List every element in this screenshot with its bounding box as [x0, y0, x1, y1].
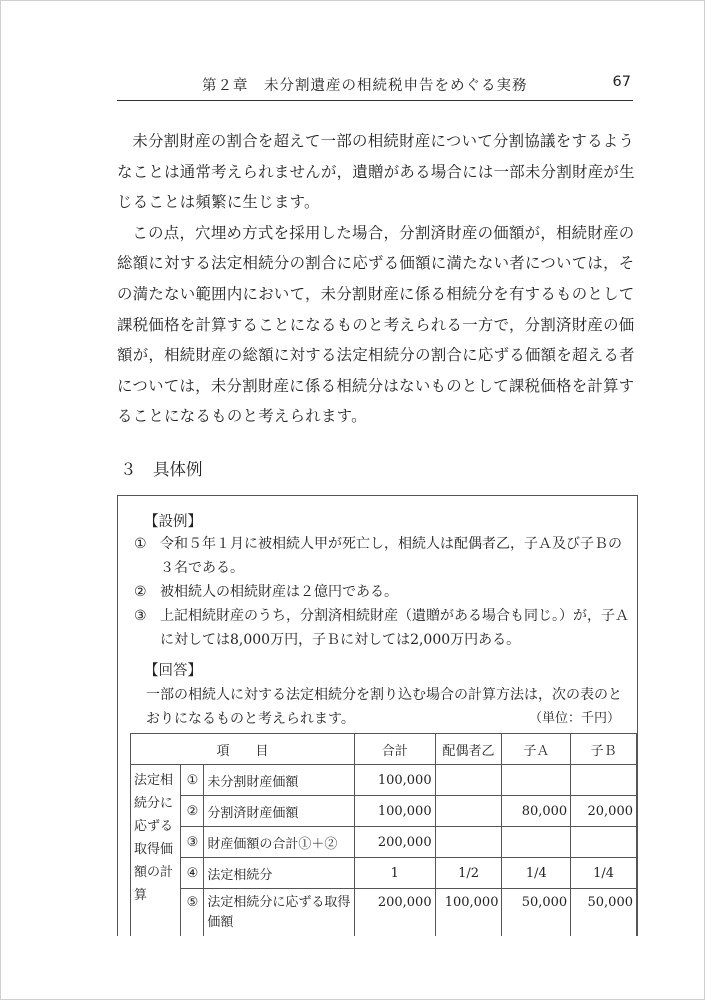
row-number: ③	[181, 827, 204, 858]
running-header	[117, 70, 633, 101]
row-item: 未分割財産価額	[204, 765, 355, 796]
table-row	[131, 889, 637, 937]
item-text: 上記相続財産のうち，分割済相続財産（遺贈がある場合も同じ。）が，子Ａに対しては8,000万円，子Ｂに対しては2,000万円ある。	[160, 608, 629, 648]
section-heading: ３ 具体例	[120, 460, 203, 479]
cell-child-b: 1/4	[571, 858, 637, 889]
list-item	[132, 604, 632, 652]
table-row	[131, 765, 637, 796]
row-number: ⑤	[181, 889, 204, 937]
row-item: 法定相続分	[204, 858, 355, 889]
item-number: ①	[134, 536, 147, 552]
cell-child-a: 50,000	[502, 889, 571, 937]
cell-spouse	[435, 796, 502, 827]
table-row	[131, 827, 637, 858]
cell-spouse: 1/2	[435, 858, 502, 889]
cell-child-b: 20,000	[571, 796, 637, 827]
page-number: 67	[612, 74, 631, 90]
cell-total: 200,000	[354, 889, 435, 937]
row-item: 法定相続分に応ずる取得価額	[204, 889, 355, 937]
list-item	[132, 532, 632, 580]
answer-label: 【回答】	[144, 663, 202, 679]
header-spouse: 配偶者乙	[435, 734, 502, 765]
cell-total: 1	[354, 858, 435, 889]
example-box	[117, 495, 638, 936]
row-item: 分割済財産価額	[204, 796, 355, 827]
group-label: 法定相続分に応ずる取得価額の計算	[131, 765, 181, 937]
calculation-table	[130, 733, 637, 936]
row-item: 財産価額の合計①＋②	[204, 827, 355, 858]
cell-total: 200,000	[354, 827, 435, 858]
answer-body: 一部の相続人に対する法定相続分を割り込む場合の計算方法は，次の表のとおりになるものと考えられます。	[146, 687, 622, 727]
row-number: ②	[181, 796, 204, 827]
header-child-b: 子Ｂ	[571, 734, 637, 765]
example-label: 【設例】	[144, 514, 202, 530]
cell-spouse	[435, 827, 502, 858]
cell-child-a: 80,000	[502, 796, 571, 827]
cell-spouse	[435, 765, 502, 796]
example-list	[132, 532, 632, 652]
item-text: 令和５年１月に被相続人甲が死亡し，相続人は配偶者乙，子Ａ及び子Ｂの３名である。	[160, 536, 622, 576]
cell-child-a: 1/4	[502, 858, 571, 889]
item-number: ②	[134, 584, 147, 600]
cell-child-a	[502, 765, 571, 796]
table-row	[131, 858, 637, 889]
header-child-a: 子Ａ	[502, 734, 571, 765]
table-row	[131, 796, 637, 827]
cell-child-b: 50,000	[571, 889, 637, 937]
item-number: ③	[134, 608, 147, 624]
row-number: ④	[181, 858, 204, 889]
cell-child-a	[502, 827, 571, 858]
paragraph: この点，穴埋め方式を採用した場合，分割済財産の価額が，相続財産の総額に対する法定相続分の割合に応ずる価額に満たない者については，その満たない範囲内において，未分割財産に係る相続分を有するものとして課税価格を計算することになるものと考えられる一方で，分割済財産の価額が，相続財産の総額に対する法定相続分の割合に応ずる価額を超える者については，未分割財産に係る相続分はないものとして課税価格を計算することになるものと考えられます。	[117, 223, 635, 426]
item-text: 被相続人の相続財産は２億円である。	[160, 584, 398, 600]
chapter-title: 第２章 未分割遺産の相続税申告をめぐる実務	[202, 78, 528, 94]
answer-text	[132, 683, 632, 731]
cell-child-b	[571, 765, 637, 796]
cell-total: 100,000	[354, 796, 435, 827]
header-item: 項 目	[131, 734, 355, 765]
cell-total: 100,000	[354, 765, 435, 796]
cell-spouse: 100,000	[435, 889, 502, 937]
table-header-row	[131, 734, 637, 765]
cell-child-b	[571, 827, 637, 858]
list-item	[132, 580, 632, 604]
row-number: ①	[181, 765, 204, 796]
header-total: 合計	[354, 734, 435, 765]
unit-note: （単位：千円）	[528, 711, 620, 726]
paragraph: 未分割財産の割合を超えて一部の相続財産について分割協議をするようなことは通常考えられませんが，遺贈がある場合には一部未分割財産が生じることは頻繁に生じます。	[117, 132, 635, 212]
body-text	[117, 126, 635, 432]
